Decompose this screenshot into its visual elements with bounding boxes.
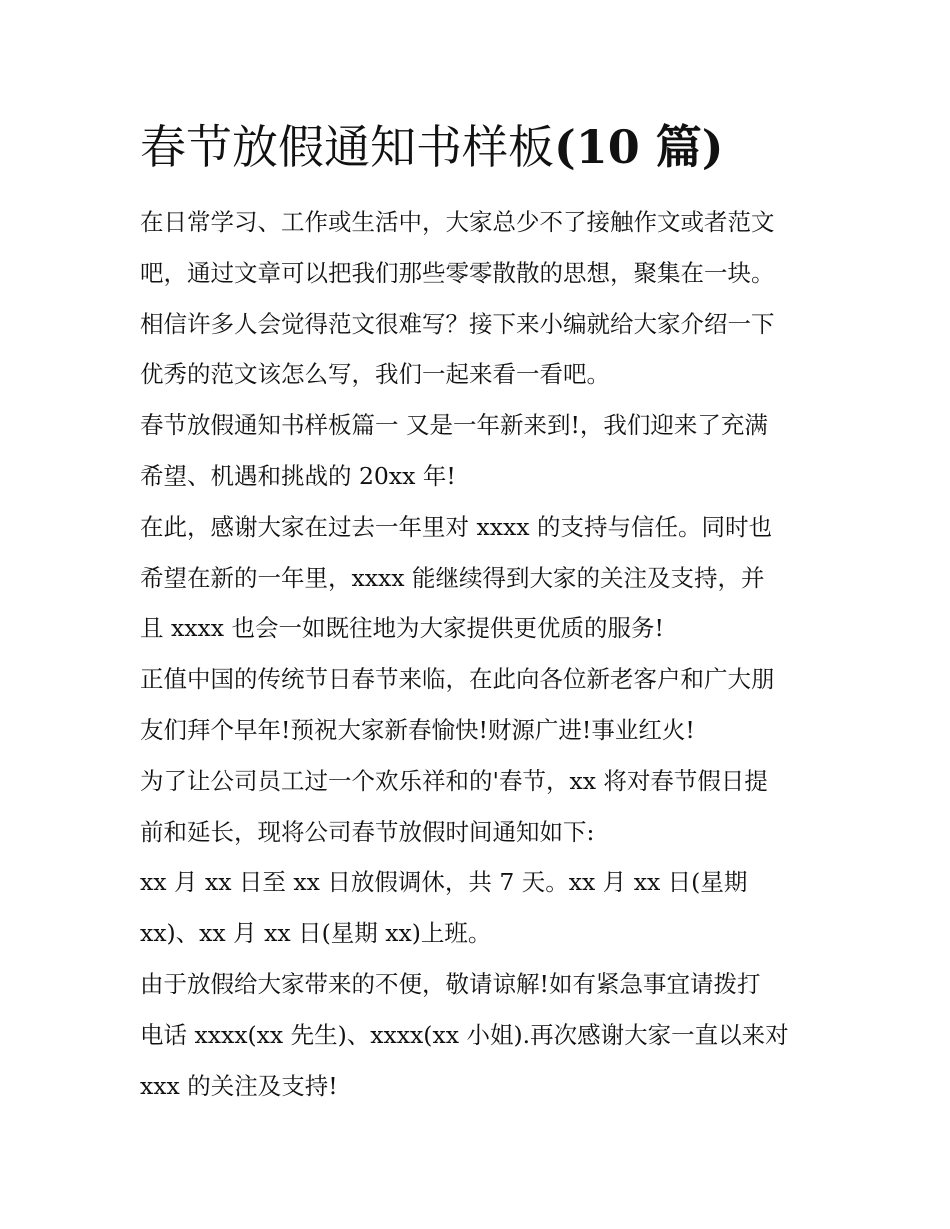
text-line: 友们拜个早年!预祝大家新春愉快!财源广进!事业红火! (140, 715, 695, 744)
title-suffix: (10 篇) (554, 120, 724, 174)
text-line: 吧，通过文章可以把我们那些零零散散的思想，聚集在一块。 (140, 258, 775, 287)
title-main: 春节放假通知书样板 (140, 120, 554, 174)
text-line: 且 xxxx 也会一如既往地为大家提供更优质的服务! (140, 614, 664, 643)
text-line: 为了让公司员工过一个欢乐祥和的'春节，xx 将对春节假日提 (140, 766, 768, 795)
paragraph-wishes (140, 654, 820, 756)
document-body (140, 197, 820, 1111)
text-line: 春节放假通知书样板篇一 又是一年新来到!，我们迎来了充满 (140, 411, 768, 440)
text-line: 希望、机遇和挑战的 20xx 年! (140, 461, 456, 490)
intro-paragraph (140, 197, 820, 400)
text-line: 正值中国的传统节日春节来临，在此向各位新老客户和广大朋 (140, 665, 775, 694)
text-line: 前和延长，现将公司春节放假时间通知如下: (140, 817, 595, 846)
text-line: 由于放假给大家带来的不便，敬请谅解!如有紧急事宜请拨打 (140, 969, 761, 998)
text-line: 相信许多人会觉得范文很难写？接下来小编就给大家介绍一下 (140, 309, 775, 338)
paragraph-contact (140, 959, 820, 1111)
text-line: xx 月 xx 日至 xx 日放假调休，共 7 天。xx 月 xx 日(星期 (140, 868, 748, 897)
paragraph-greeting (140, 400, 820, 502)
text-line: xx)、xx 月 xx 日(星期 xx)上班。 (140, 919, 492, 948)
text-line: 在日常学习、工作或生活中，大家总少不了接触作文或者范文 (140, 208, 775, 236)
text-line: xxx 的关注及支持! (140, 1071, 338, 1100)
text-line: 在此，感谢大家在过去一年里对 xxxx 的支持与信任。同时也 (140, 512, 772, 541)
text-line: 电话 xxxx(xx 先生)、xxxx(xx 小姐).再次感谢大家一直以来对 (140, 1020, 789, 1049)
paragraph-thanks (140, 502, 820, 654)
text-line: 希望在新的一年里，xxxx 能继续得到大家的关注及支持，并 (140, 563, 765, 592)
paragraph-schedule (140, 857, 820, 959)
paragraph-announcement (140, 756, 820, 858)
text-line: 优秀的范文该怎么写，我们一起来看一看吧。 (140, 360, 610, 389)
page-title (140, 112, 724, 182)
